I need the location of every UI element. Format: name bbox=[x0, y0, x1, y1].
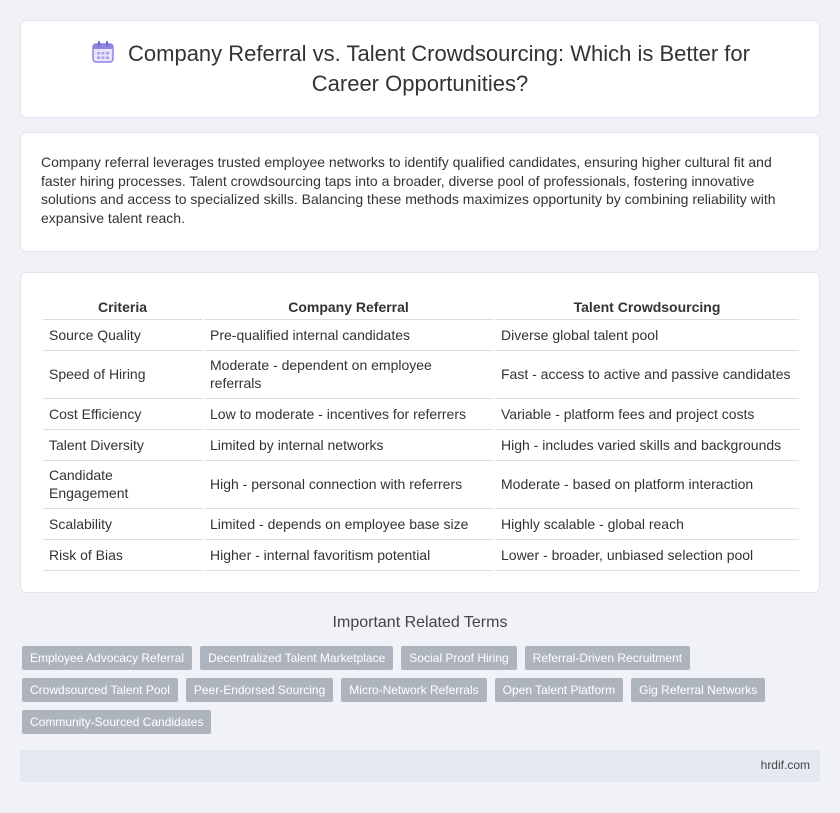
related-term-tag[interactable]: Decentralized Talent Marketplace bbox=[200, 646, 393, 670]
table-row bbox=[43, 319, 799, 350]
table-cell: Low to moderate - incentives for referrers bbox=[203, 398, 494, 429]
table-cell: Scalability bbox=[43, 508, 203, 539]
related-term-tag[interactable]: Employee Advocacy Referral bbox=[22, 646, 192, 670]
related-term-tag[interactable]: Social Proof Hiring bbox=[401, 646, 516, 670]
table-cell: Talent Diversity bbox=[43, 429, 203, 460]
table-cell: Cost Efficiency bbox=[43, 398, 203, 429]
intro-card bbox=[20, 132, 820, 252]
intro-paragraph: Company referral leverages trusted employee networks to identify qualified candidates, ensuring higher cultural fit and faster hiring processes. Talent crowdsourcing taps into a broader, diverse pool of professionals, fostering innovative solutions and access to specialized skills. Balancing these methods maximizes opportunity by combining reliability with expansive talent reach. bbox=[41, 154, 776, 226]
related-terms-heading: Important Related Terms bbox=[332, 614, 508, 631]
table-cell: Highly scalable - global reach bbox=[494, 508, 799, 539]
footer bbox=[20, 750, 820, 782]
table-cell: Lower - broader, unbiased selection pool bbox=[494, 539, 799, 570]
table-cell: Fast - access to active and passive candidates bbox=[494, 350, 799, 398]
page-title-text: Company Referral vs. Talent Crowdsourcing: Which is Better for Career Opportunities? bbox=[128, 41, 750, 96]
table-cell: Moderate - dependent on employee referrals bbox=[203, 350, 494, 398]
table-cell: High - includes varied skills and backgrounds bbox=[494, 429, 799, 460]
related-term-tag[interactable]: Community-Sourced Candidates bbox=[22, 710, 211, 734]
footer-site-link[interactable]: hrdif.com bbox=[760, 758, 810, 772]
table-cell: Moderate - based on platform interaction bbox=[494, 460, 799, 508]
table-cell: Limited by internal networks bbox=[203, 429, 494, 460]
comparison-table bbox=[43, 295, 799, 571]
table-row bbox=[43, 508, 799, 539]
table-cell: High - personal connection with referrers bbox=[203, 460, 494, 508]
table-cell: Risk of Bias bbox=[43, 539, 203, 570]
table-cell: Diverse global talent pool bbox=[494, 319, 799, 350]
related-term-tag[interactable]: Gig Referral Networks bbox=[631, 678, 765, 702]
table-cell: Higher - internal favoritism potential bbox=[203, 539, 494, 570]
table-cell: Variable - platform fees and project costs bbox=[494, 398, 799, 429]
related-term-tag[interactable]: Peer-Endorsed Sourcing bbox=[186, 678, 333, 702]
table-row bbox=[43, 460, 799, 508]
table-cell: Pre-qualified internal candidates bbox=[203, 319, 494, 350]
related-terms-list bbox=[22, 646, 812, 734]
table-cell: Candidate Engagement bbox=[43, 460, 203, 508]
page-title bbox=[61, 39, 779, 99]
table-header-row bbox=[43, 295, 799, 319]
table-cell: Speed of Hiring bbox=[43, 350, 203, 398]
related-term-tag[interactable]: Micro-Network Referrals bbox=[341, 678, 486, 702]
table-cell: Source Quality bbox=[43, 319, 203, 350]
comparison-card bbox=[20, 272, 820, 593]
header-criteria: Criteria bbox=[43, 295, 203, 319]
calendar-icon bbox=[90, 39, 116, 65]
related-term-tag[interactable]: Referral-Driven Recruitment bbox=[525, 646, 690, 670]
table-row bbox=[43, 539, 799, 570]
table-row bbox=[43, 398, 799, 429]
header-talent-crowdsourcing: Talent Crowdsourcing bbox=[494, 295, 799, 319]
title-card bbox=[20, 20, 820, 118]
related-term-tag[interactable]: Open Talent Platform bbox=[495, 678, 624, 702]
table-row bbox=[43, 429, 799, 460]
related-term-tag[interactable]: Crowdsourced Talent Pool bbox=[22, 678, 178, 702]
header-company-referral: Company Referral bbox=[203, 295, 494, 319]
table-row bbox=[43, 350, 799, 398]
table-cell: Limited - depends on employee base size bbox=[203, 508, 494, 539]
